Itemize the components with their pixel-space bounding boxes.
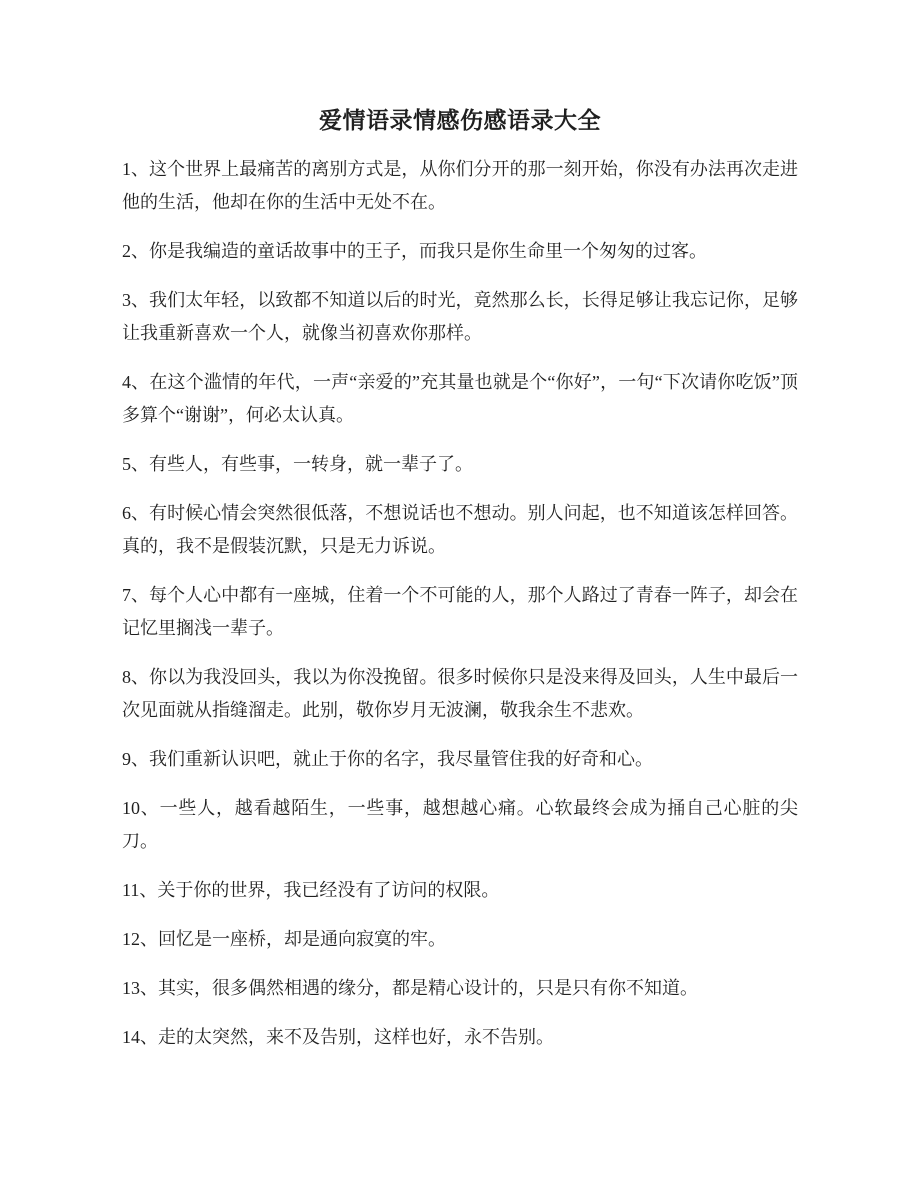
- quote-item-1: 1、这个世界上最痛苦的离别方式是，从你们分开的那一刻开始，你没有办法再次走进他的生活，他却在你的生活中无处不在。: [122, 159, 798, 212]
- quote-item-8: 8、你以为我没回头，我以为你没挽留。很多时候你只是没来得及回头，人生中最后一次见面就从指缝溜走。此别，敬你岁月无波澜，敬我余生不悲欢。: [122, 667, 798, 720]
- quote-item-10: 10、一些人，越看越陌生，一些事，越想越心痛。心软最终会成为捅自己心脏的尖刀。: [122, 798, 798, 851]
- quote-item-6: 6、有时候心情会突然很低落，不想说话也不想动。别人问起，也不知道该怎样回答。真的，我不是假装沉默，只是无力诉说。: [122, 503, 798, 556]
- quote-item-4: 4、在这个滥情的年代，一声“亲爱的”充其量也就是个“你好”，一句“下次请你吃饭”顶多算个“谢谢”，何必太认真。: [122, 372, 798, 425]
- quote-item-5: 5、有些人，有些事，一转身，就一辈子了。: [122, 454, 473, 474]
- quote-item-7: 7、每个人心中都有一座城，住着一个不可能的人，那个人路过了青春一阵子，却会在记忆里搁浅一辈子。: [122, 585, 798, 638]
- quote-item-3: 3、我们太年轻，以致都不知道以后的时光，竟然那么长，长得足够让我忘记你，足够让我重新喜欢一个人，就像当初喜欢你那样。: [122, 290, 798, 343]
- page-title: 爱情语录情感伤感语录大全: [319, 108, 601, 133]
- quote-item-11: 11、关于你的世界，我已经没有了访问的权限。: [122, 880, 500, 900]
- quote-item-2: 2、你是我编造的童话故事中的王子，而我只是你生命里一个匆匆的过客。: [122, 241, 707, 261]
- quote-item-9: 9、我们重新认识吧，就止于你的名字，我尽量管住我的好奇和心。: [122, 749, 653, 769]
- quote-item-14: 14、走的太突然，来不及告别，这样也好，永不告别。: [122, 1027, 554, 1047]
- quote-item-12: 12、回忆是一座桥，却是通向寂寞的牢。: [122, 929, 446, 949]
- quote-item-13: 13、其实，很多偶然相遇的缘分，都是精心设计的，只是只有你不知道。: [122, 978, 698, 998]
